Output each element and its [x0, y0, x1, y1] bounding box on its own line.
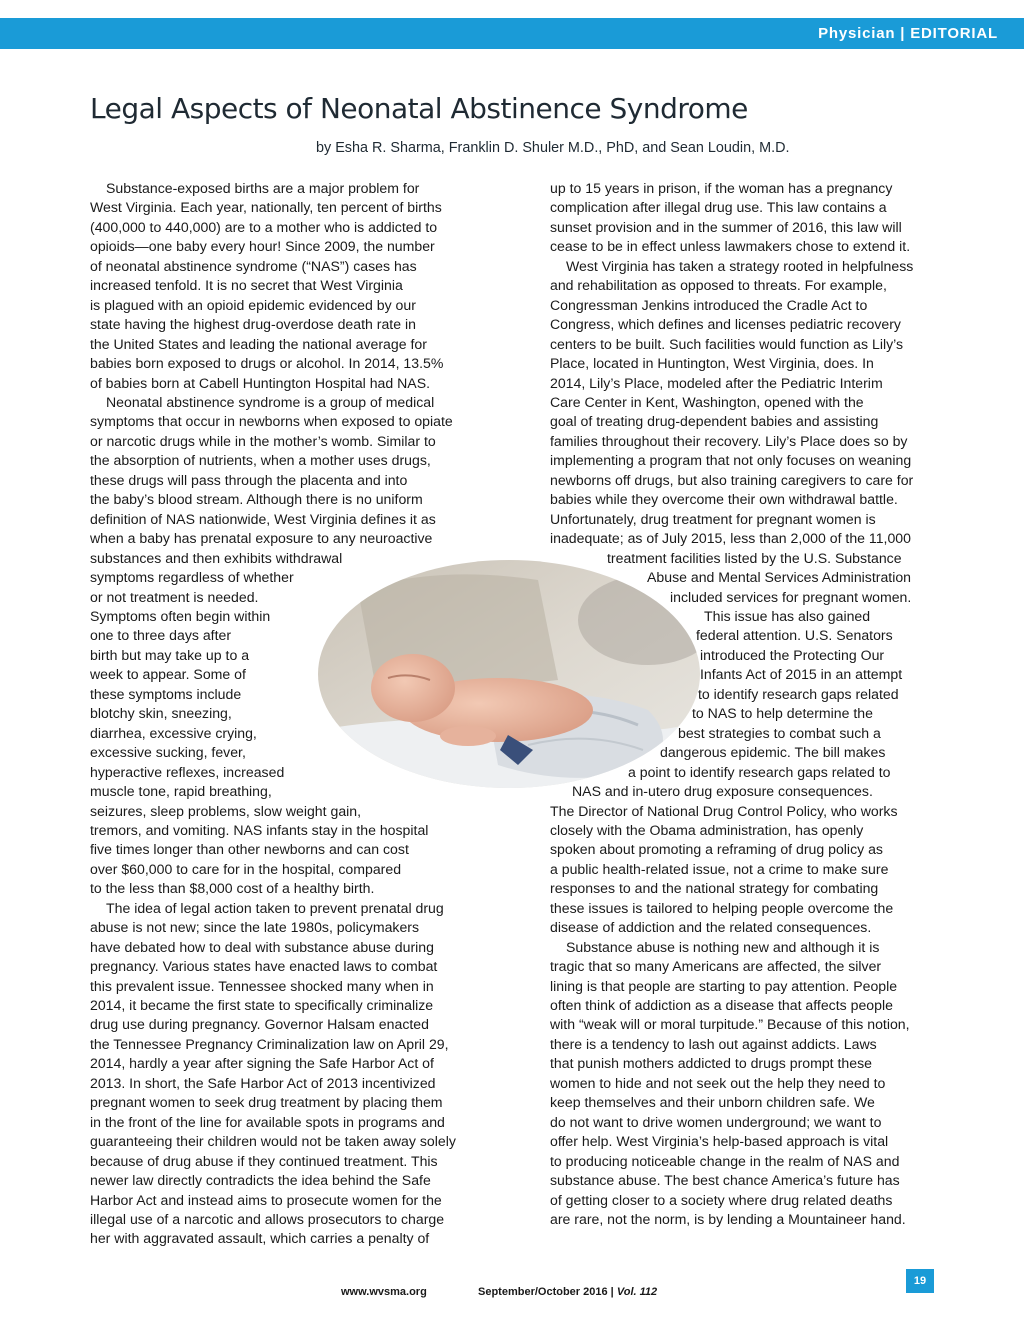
text-line: the Tennessee Pregnancy Criminalization law on April 29,: [90, 1035, 449, 1052]
text-line: Place, located in Huntington, West Virginia, does. In: [550, 355, 874, 372]
text-line: illegal use of a narcotic and allows prosecutors to charge: [90, 1211, 445, 1228]
text-line: these drugs will pass through the placenta and into: [90, 471, 408, 488]
text-line: because of drug abuse if they continued treatment. This: [90, 1152, 438, 1169]
text-line: spoken about promoting a reframing of drug policy as: [550, 841, 883, 858]
text-line: these issues is tailored to helping people overcome the: [550, 899, 894, 916]
text-line: tremors, and vomiting. NAS infants stay in the hospital: [90, 821, 429, 838]
text-line: with “weak will or moral turpitude.” Because of this notion,: [550, 1016, 910, 1033]
text-line: increased tenfold. It is no secret that West Virginia: [90, 277, 403, 294]
text-line: Neonatal abstinence syndrome is a group of medical: [106, 393, 435, 410]
text-line: drug use during pregnancy. Governor Halsam enacted: [90, 1016, 429, 1033]
text-line: of getting closer to a society where drug related deaths: [550, 1191, 893, 1208]
text-line: Infants Act of 2015 in an attempt: [700, 666, 903, 683]
text-line: and rehabilitation as opposed to threats. For example,: [550, 277, 887, 294]
text-line: symptoms regardless of whether: [90, 569, 294, 586]
text-line: to NAS to help determine the: [692, 705, 873, 722]
text-line: West Virginia. Each year, nationally, ten percent of births: [90, 199, 442, 216]
text-line: have debated how to deal with substance abuse during: [90, 938, 434, 955]
text-line: when a baby has prenatal exposure to any neuroactive: [90, 530, 433, 547]
text-line: hyperactive reflexes, increased: [90, 763, 285, 780]
footer-website: www.wvsma.org: [341, 1286, 427, 1298]
article-byline: by Esha R. Sharma, Franklin D. Shuler M.D., PhD, and Sean Loudin, M.D.: [316, 140, 790, 156]
text-line: muscle tone, rapid breathing,: [90, 783, 272, 800]
text-line: treatment facilities listed by the U.S. Substance: [607, 549, 902, 566]
text-line: Symptoms often begin within: [90, 607, 271, 624]
text-line: responses to and the national strategy for combating: [550, 880, 879, 897]
text-line: 2013. In short, the Safe Harbor Act of 2013 incentivized: [90, 1074, 436, 1091]
text-line: of neonatal abstinence syndrome (“NAS”) cases has: [90, 257, 417, 274]
text-line: complication after illegal drug use. This law contains a: [550, 199, 887, 216]
page-number: 19: [906, 1269, 934, 1293]
section-label: Physician | EDITORIAL: [818, 25, 998, 42]
text-line: substance abuse. The best chance America’s future has: [550, 1172, 900, 1189]
text-line: 2014, it became the first state to specifically criminalize: [90, 997, 434, 1014]
text-line: federal attention. U.S. Senators: [696, 627, 893, 644]
text-line: these symptoms include: [90, 685, 242, 702]
text-line: of babies born at Cabell Huntington Hospital had NAS.: [90, 374, 431, 391]
text-line: The Director of National Drug Control Policy, who works: [550, 802, 898, 819]
text-line: or narcotic drugs while in the mother’s womb. Similar to: [90, 432, 436, 449]
article-title: Legal Aspects of Neonatal Abstinence Syndrome: [90, 92, 748, 125]
text-line: the United States and leading the national average for: [90, 335, 427, 352]
text-line: this prevalent issue. Tennessee shocked many when in: [90, 977, 434, 994]
footer-issue: [478, 1286, 657, 1298]
text-line: pregnant women to seek drug treatment by placing them: [90, 1094, 443, 1111]
text-line: Abuse and Mental Services Administration: [647, 569, 912, 586]
text-line: West Virginia has taken a strategy rooted in helpfulness: [566, 257, 914, 274]
text-line: do not want to drive women underground; we want to: [550, 1113, 882, 1130]
text-line: inadequate; as of July 2015, less than 2,000 of the 11,000: [550, 530, 911, 547]
text-line: definition of NAS nationwide, West Virginia defines it as: [90, 510, 436, 527]
text-line: offer help. West Virginia’s help-based approach is vital: [550, 1133, 889, 1150]
footer-volume: Vol. 112: [616, 1286, 658, 1298]
text-line: to identify research gaps related: [698, 685, 899, 702]
text-line: sunset provision and in the summer of 2016, this law will: [550, 218, 902, 235]
text-line: Substance-exposed births are a major problem for: [106, 180, 420, 196]
text-line: Congressman Jenkins introduced the Cradle Act to: [550, 296, 868, 313]
text-line: keep themselves and their unborn children safe. We: [550, 1094, 875, 1111]
text-line: lining is that people are starting to pay attention. People: [550, 977, 898, 994]
text-line: babies while they overcome their own withdrawal battle.: [550, 491, 898, 508]
text-line: is plagued with an opioid epidemic evidenced by our: [90, 296, 416, 313]
text-line: dangerous epidemic. The bill makes: [660, 744, 886, 761]
footer-issue-date: September/October 2016 |: [478, 1286, 617, 1298]
text-line: substances and then exhibits withdrawal: [90, 549, 343, 566]
text-line: diarrhea, excessive crying,: [90, 724, 257, 741]
text-line: families throughout their recovery. Lily’s Place does so by: [550, 432, 908, 449]
text-line: to the less than $8,000 cost of a healthy birth.: [90, 880, 375, 897]
text-line: blotchy skin, sneezing,: [90, 705, 232, 722]
text-line: the baby’s blood stream. Although there is no uniform: [90, 491, 423, 508]
text-line: are rare, not the norm, is by lending a Mountaineer hand.: [550, 1211, 906, 1228]
text-line: disease of addiction and the related consequences.: [550, 919, 872, 936]
section-header-bar: [0, 18, 1024, 49]
text-line: symptoms that occur in newborns when exposed to opiate: [90, 413, 453, 430]
text-line: guaranteeing their children would not be taken away solely: [90, 1133, 456, 1150]
text-line: Harbor Act and instead aims to prosecute women for the: [90, 1191, 442, 1208]
text-line: newborns off drugs, but also training caregivers to care for: [550, 471, 914, 488]
text-line: that punish mothers addicted to drugs prompt these: [550, 1055, 872, 1072]
text-line: Substance abuse is nothing new and although it is: [566, 938, 880, 955]
text-line: Care Center in Kent, Washington, opened with the: [550, 393, 864, 410]
text-line: centers to be built. Such facilities would function as Lily’s: [550, 335, 904, 352]
text-line: state having the highest drug-overdose death rate in: [90, 316, 416, 333]
text-line: or not treatment is needed.: [90, 588, 259, 605]
text-line: abuse is not new; since the late 1980s, policymakers: [90, 919, 420, 936]
text-line: excessive sucking, fever,: [90, 744, 246, 761]
text-line: introduced the Protecting Our: [700, 646, 885, 663]
text-line: NAS and in-utero drug exposure consequences.: [572, 783, 873, 800]
text-line: over $60,000 to care for in the hospital, compared: [90, 860, 402, 877]
text-line: five times longer than other newborns and can cost: [90, 841, 409, 858]
text-line: women to hide and not seek out the help they need to: [550, 1074, 886, 1091]
text-line: one to three days after: [90, 627, 232, 644]
text-line: week to appear. Some of: [90, 666, 246, 683]
text-line: cease to be in effect unless lawmakers chose to extend it.: [550, 238, 911, 255]
text-line: often think of addiction as a disease that affects people: [550, 997, 893, 1014]
text-line: included services for pregnant women.: [670, 588, 912, 605]
text-line: to producing noticeable change in the realm of NAS and: [550, 1152, 900, 1169]
text-line: birth but may take up to a: [90, 646, 250, 663]
text-line: a public health-related issue, not a crime to make sure: [550, 860, 889, 877]
newborn-photo: [318, 560, 700, 788]
text-line: Unfortunately, drug treatment for pregnant women is: [550, 510, 876, 527]
text-line: best strategies to combat such a: [678, 724, 881, 741]
text-line: goal of treating drug-dependent babies and assisting: [550, 413, 879, 430]
text-line: This issue has also gained: [704, 607, 871, 624]
text-line: tragic that so many Americans are affected, the silver: [550, 958, 882, 975]
text-line: babies born exposed to drugs or alcohol. In 2014, 13.5%: [90, 355, 444, 372]
text-line: 2014, Lily’s Place, modeled after the Pediatric Interim: [550, 374, 883, 391]
text-line: The idea of legal action taken to prevent prenatal drug: [106, 899, 444, 916]
text-line: her with aggravated assault, which carries a penalty of: [90, 1230, 430, 1247]
text-line: up to 15 years in prison, if the woman has a pregnancy: [550, 180, 893, 196]
text-line: there is a tendency to lash out against addicts. Laws: [550, 1035, 877, 1052]
text-line: (400,000 to 440,000) are to a mother who is addicted to: [90, 218, 438, 235]
text-line: in the front of the line for available spots in programs and: [90, 1113, 445, 1130]
text-line: Congress, which defines and licenses pediatric recovery: [550, 316, 901, 333]
text-line: a point to identify research gaps related to: [628, 763, 891, 780]
text-line: 2014, hardly a year after signing the Safe Harbor Act of: [90, 1055, 434, 1072]
text-line: the absorption of nutrients, when a mother uses drugs,: [90, 452, 431, 469]
text-line: implementing a program that not only focuses on weaning: [550, 452, 912, 469]
text-line: closely with the Obama administration, has openly: [550, 821, 864, 838]
text-line: newer law directly contradicts the idea behind the Safe: [90, 1172, 431, 1189]
text-line: seizures, sleep problems, slow weight gain,: [90, 802, 362, 819]
text-line: opioids—one baby every hour! Since 2009, the number: [90, 238, 435, 255]
text-line: pregnancy. Various states have enacted laws to combat: [90, 958, 438, 975]
